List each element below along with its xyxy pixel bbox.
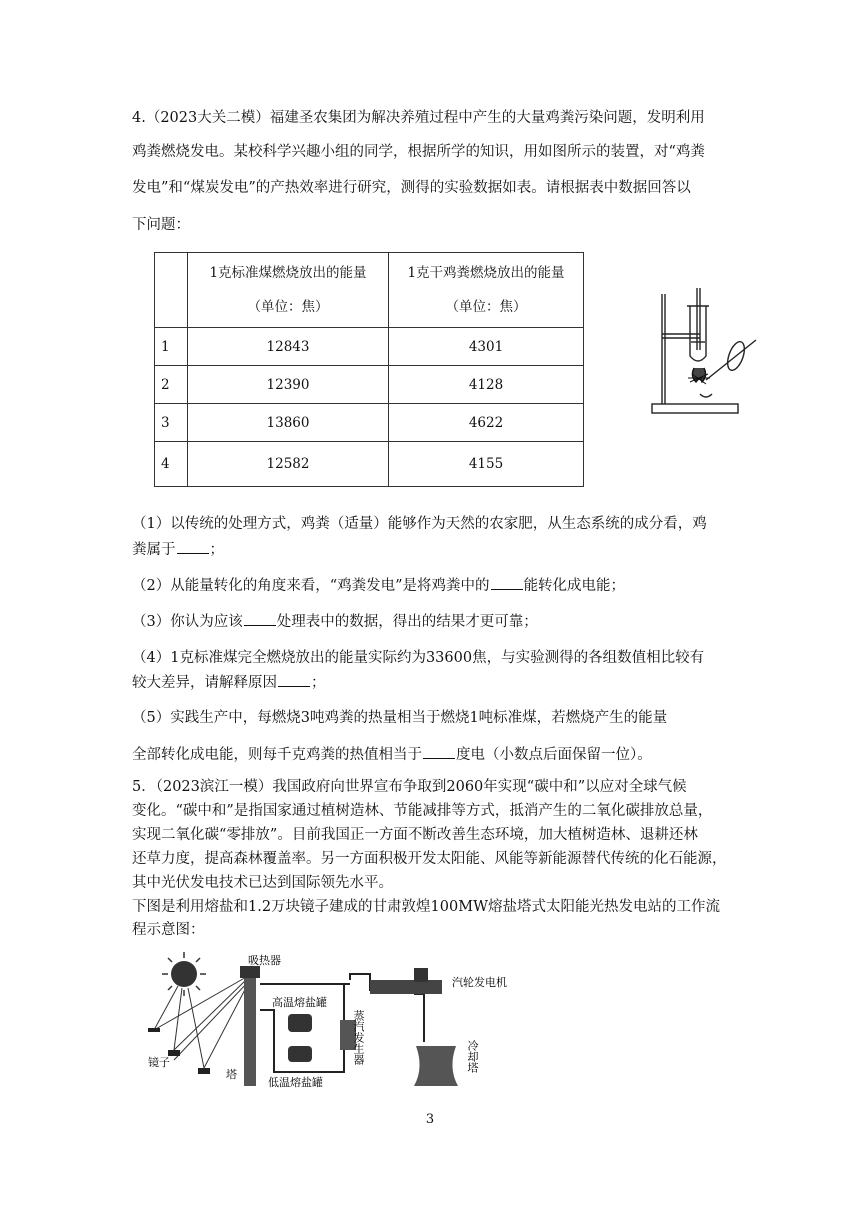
q4-line-3: 发电”和“煤炭发电”的产热效率进行研究，测得的实验数据如表。请根据表中数据回答以 [132,180,691,196]
answer-blank[interactable] [278,672,310,687]
turbine-icon [370,980,442,994]
sun-icon [162,952,206,996]
q4-s1-line-a: （1）以传统的处理方式，鸡粪（适量）能够作为天然的农家肥，从生态系统的成分看，鸡 [132,516,707,532]
label-mirror: 镜子 [148,1057,170,1069]
q4-s1-text: 粪属于 [132,542,176,558]
q4-s1-end: ； [209,542,224,558]
q4-s5-line-b [132,743,736,764]
q5-line-2: 变化。“碳中和”是指国家通过植树造林、节能减排等方式，抵消产生的二氧化碳排放总量， [132,803,713,819]
answer-blank[interactable] [491,575,523,590]
answer-blank[interactable] [423,744,455,759]
q4-line-2: 鸡粪燃烧发电。某校科学兴趣小组的同学，根据所学的知识，用如图所示的装置，对“鸡粪 [132,144,705,160]
table-row [155,442,584,487]
solar-plant-diagram [144,950,524,1090]
table-cell-coal: 12582 [188,442,389,487]
table-cell-coal: 12390 [188,366,389,404]
q4-s5-end: 度电（小数点后面保留一位）。 [456,747,652,763]
table-row [155,404,584,442]
table-header-blank [155,253,188,328]
q4-s2 [132,574,736,595]
header-coal-title: 1克标准煤燃烧放出的能量 [209,265,367,281]
lab-apparatus-illustration [640,284,762,418]
table-row [155,328,584,366]
q4-s4-end: ； [311,675,326,691]
q5-line-3: 实现二氧化碳“零排放”。目前我国正一方面不断改善生态环境，加大植树造林、退耕还林 [132,827,698,843]
table-cell-coal: 12843 [188,328,389,366]
q5-line-4: 还草力度，提高森林覆盖率。另一方面积极开发太阳能、风能等新能源替代传统的化石能源， [132,851,727,867]
table-cell-manure: 4622 [389,404,584,442]
q5-line-6: 下图是利用熔盐和1.2万块镜子建成的甘肃敦煌100MW熔盐塔式太阳能光热发电站的工作流 [132,899,720,915]
q4-s3 [132,610,736,631]
q4-s2-end: 能转化成电能； [523,578,626,594]
answer-blank[interactable] [244,611,276,626]
header-manure-title: 1克干鸡粪燃烧放出的能量 [407,265,565,281]
label-absorber: 吸热器 [248,955,281,967]
table-cell-manure: 4301 [389,328,584,366]
q4-s4-line-a: （4）1克标准煤完全燃烧放出的能量实际约为33600焦，与实验测得的各组数值相比较有 [132,650,705,666]
label-cooling-tower: 冷却塔 [466,1040,478,1073]
table-row [155,366,584,404]
q4-line-4: 下问题： [132,217,190,233]
q4-s5-text: 全部转化成电能，则每千克鸡粪的热值相当于 [132,747,422,763]
q4-line-1: 4.（2023大关二模）福建圣农集团为解决养殖过程中产生的大量鸡粪污染问题，发明利用 [132,110,705,126]
q4-s1-line-b [132,538,736,559]
q4-s5-line-a: （5）实践生产中，每燃烧3吨鸡粪的热量相当于燃烧1吨标准煤，若燃烧产生的能量 [132,710,668,726]
q5-line-1: 5．（2023滨江一模）我国政府向世界宣布争取到2060年实现“碳中和”以应对全球气候 [132,779,687,795]
header-coal-unit: （单位：焦） [247,299,329,315]
hot-tank-icon [288,1014,312,1032]
table-cell-idx: 1 [155,328,188,366]
table-header-coal [188,253,389,328]
label-tower: 塔 [226,1069,237,1081]
label-hot-tank: 高温熔盐罐 [272,997,327,1009]
table-cell-coal: 13860 [188,404,389,442]
page-number: 3 [425,1112,435,1127]
table-header-row [155,253,584,328]
q5-line-7: 程示意图： [132,922,205,938]
label-cold-tank: 低温熔盐罐 [268,1077,323,1089]
q4-s2-text: （2）从能量转化的角度来看，“鸡粪发电”是将鸡粪中的 [132,578,490,594]
table-cell-idx: 4 [155,442,188,487]
header-manure-unit: （单位：焦） [445,299,527,315]
q4-s4-line-b [132,671,736,692]
table-header-manure [389,253,584,328]
cooling-tower-icon [414,1046,458,1086]
q4-s3-text: （3）你认为应该 [132,614,243,630]
label-steam-generator: 蒸汽发生器 [352,1010,364,1065]
cold-tank-icon [288,1046,312,1062]
q4-s4-text: 较大差异，请解释原因 [132,675,277,691]
energy-data-table [154,252,584,487]
table-cell-manure: 4128 [389,366,584,404]
table-cell-idx: 2 [155,366,188,404]
q5-line-5: 其中光伏发电技术已达到国际领先水平。 [132,875,393,891]
table-cell-manure: 4155 [389,442,584,487]
tower-icon [244,976,256,1086]
q4-s3-end: 处理表中的数据，得出的结果才更可靠； [276,614,538,630]
answer-blank[interactable] [177,539,209,554]
table-cell-idx: 3 [155,404,188,442]
label-turbine: 汽轮发电机 [452,977,507,989]
